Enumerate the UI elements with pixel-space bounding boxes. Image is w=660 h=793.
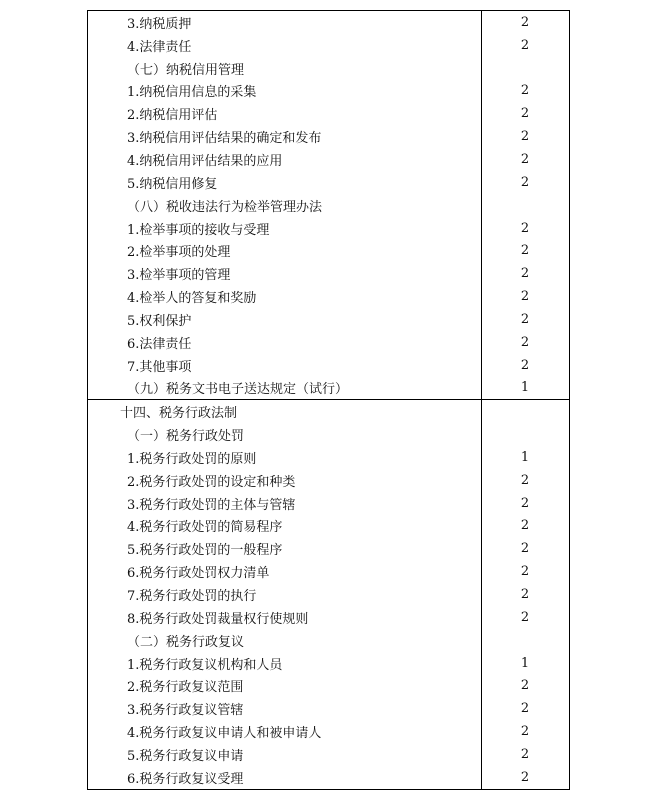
hours-cell: 2 [520, 266, 530, 282]
hours-cell: 2 [520, 724, 530, 740]
topic-cell: 十四、税务行政法制 [120, 406, 238, 422]
table-row [88, 537, 569, 560]
topic-cell: 7.其他事项 [127, 359, 192, 375]
hours-cell: 2 [520, 541, 530, 557]
table-row [88, 11, 569, 34]
table-row [88, 57, 569, 80]
topic-cell: 2.税务行政复议范围 [127, 680, 244, 696]
topic-cell: 1.税务行政处罚的原则 [127, 451, 257, 467]
hours-cell: 2 [520, 518, 530, 534]
table-row [88, 217, 569, 240]
table-row [88, 171, 569, 194]
topic-cell: 5.纳税信用修复 [127, 176, 218, 192]
table-row [88, 720, 569, 743]
topic-cell: 8.税务行政处罚裁量权行使规则 [127, 611, 309, 627]
topic-cell: 7.税务行政处罚的执行 [127, 589, 257, 605]
table-row [88, 262, 569, 285]
syllabus-table [87, 10, 570, 790]
hours-cell: 2 [520, 587, 530, 603]
hours-cell: 2 [520, 357, 530, 373]
hours-cell: 2 [520, 151, 530, 167]
table-row [88, 102, 569, 125]
table-row [88, 606, 569, 629]
topic-cell: 6.法律责任 [127, 336, 192, 352]
hours-cell: 2 [520, 14, 530, 30]
hours-cell: 1 [520, 380, 530, 396]
hours-cell: 2 [520, 106, 530, 122]
hours-cell: 2 [520, 609, 530, 625]
table-row [88, 469, 569, 492]
topic-cell: 5.税务行政复议申请 [127, 748, 244, 764]
table-row [88, 377, 569, 400]
hours-cell: 2 [520, 769, 530, 785]
table-row [88, 285, 569, 308]
table-row [88, 652, 569, 675]
topic-cell: 4.检举人的答复和奖励 [127, 291, 257, 307]
hours-cell: 2 [520, 678, 530, 694]
hours-cell: 2 [520, 37, 530, 53]
hours-cell: 2 [520, 564, 530, 580]
topic-cell: 2.税务行政处罚的设定和种类 [127, 474, 296, 490]
topic-cell: 3.检举事项的管理 [127, 268, 231, 284]
table-row [88, 308, 569, 331]
table-row [88, 125, 569, 148]
hours-cell: 2 [520, 495, 530, 511]
table-section [88, 11, 569, 399]
table-row [88, 423, 569, 446]
topic-cell: 4.纳税信用评估结果的应用 [127, 153, 283, 169]
table-row [88, 34, 569, 57]
table-row [88, 674, 569, 697]
topic-cell: 4.税务行政复议申请人和被申请人 [127, 726, 322, 742]
topic-cell: 2.检举事项的处理 [127, 245, 231, 261]
topic-cell: （八）税收违法行为检举管理办法 [127, 199, 323, 215]
hours-cell: 1 [520, 449, 530, 465]
topic-cell: 1.纳税信用信息的采集 [127, 85, 257, 101]
table-row [88, 560, 569, 583]
topic-cell: 3.税务行政复议管辖 [127, 703, 244, 719]
table-row [88, 446, 569, 469]
table-row [88, 80, 569, 103]
hours-cell: 2 [520, 746, 530, 762]
topic-cell: 3.纳税信用评估结果的确定和发布 [127, 131, 322, 147]
table-row [88, 194, 569, 217]
topic-cell: 4.税务行政处罚的简易程序 [127, 520, 283, 536]
topic-cell: 5.权利保护 [127, 313, 192, 329]
hours-cell: 1 [520, 655, 530, 671]
table-row [88, 148, 569, 171]
table-row [88, 492, 569, 515]
table-row [88, 354, 569, 377]
hours-cell: 2 [520, 174, 530, 190]
hours-cell: 2 [520, 220, 530, 236]
topic-cell: 4.法律责任 [127, 39, 192, 55]
table-row [88, 331, 569, 354]
topic-cell: 1.税务行政复议机构和人员 [127, 657, 283, 673]
hours-cell: 2 [520, 701, 530, 717]
table-row [88, 766, 569, 789]
hours-cell: 2 [520, 311, 530, 327]
table-row [88, 515, 569, 538]
table-row [88, 743, 569, 766]
hours-cell: 2 [520, 472, 530, 488]
hours-cell: 2 [520, 243, 530, 259]
table-row [88, 629, 569, 652]
hours-cell: 2 [520, 83, 530, 99]
table-row [88, 697, 569, 720]
topic-cell: 3.税务行政处罚的主体与管辖 [127, 497, 296, 513]
table-row [88, 583, 569, 606]
hours-cell: 2 [520, 334, 530, 350]
table-row [88, 400, 569, 423]
hours-cell: 2 [520, 129, 530, 145]
topic-cell: （七）纳税信用管理 [127, 62, 245, 78]
table-section [88, 399, 569, 788]
topic-cell: 6.税务行政复议受理 [127, 771, 244, 787]
topic-cell: 6.税务行政处罚权力清单 [127, 566, 270, 582]
topic-cell: （九）税务文书电子送达规定（试行） [127, 382, 349, 398]
topic-cell: （一）税务行政处罚 [127, 429, 245, 445]
topic-cell: 3.纳税质押 [127, 16, 192, 32]
topic-cell: 1.检举事项的接收与受理 [127, 222, 270, 238]
topic-cell: 5.税务行政处罚的一般程序 [127, 543, 283, 559]
table-row [88, 239, 569, 262]
topic-cell: 2.纳税信用评估 [127, 108, 218, 124]
topic-cell: （二）税务行政复议 [127, 634, 245, 650]
hours-cell: 2 [520, 289, 530, 305]
